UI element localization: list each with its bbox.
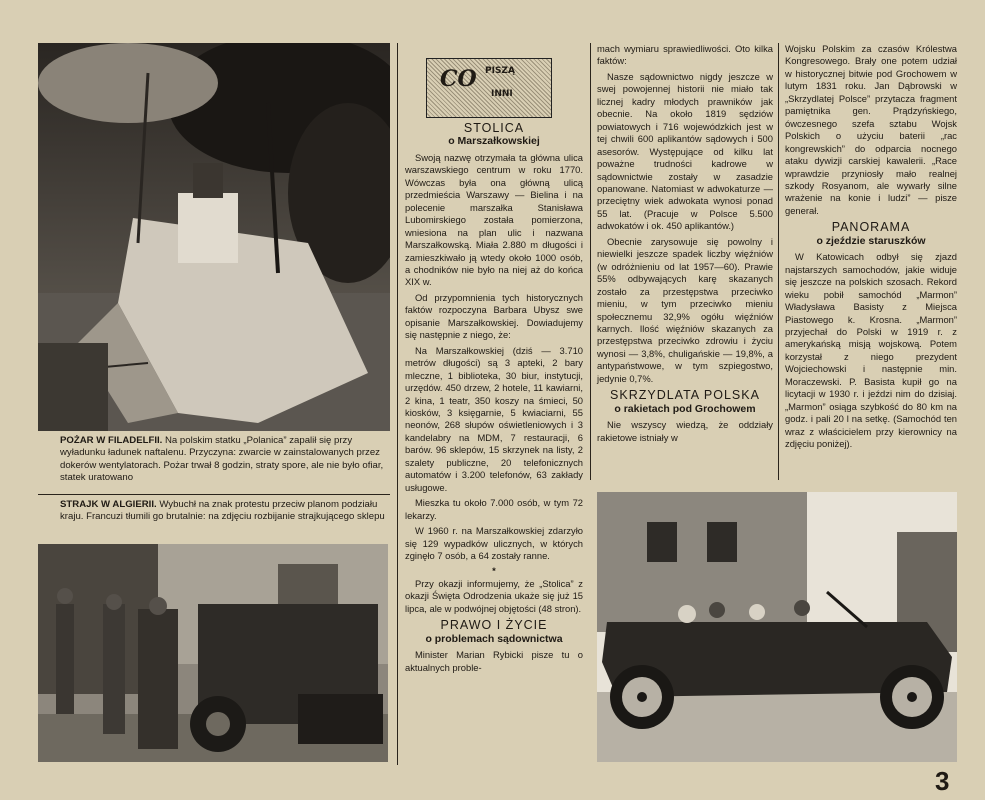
prawo-p4: Obecnie zarysowuje się powolny i niewielki jeszcze spadek liczby więźniów (w odróżnieniu od lat 1957—60). Prawie 55% odbywających karę skazanych zostało za przestępstwa przeciwko mieniu, w tym przeciwko mieniu społecznemu 32,9% ogółu więźniów karnych. Ilość więźniów skazanych za przestępstwa przeciwko zdrowiu i życiu wynosi — 3,8%, chuligańskie — 19,8%, a antypaństwowe, w tym szpiegostwo, jedynie 0,7%. — [597, 235, 773, 384]
column-rule — [590, 43, 591, 480]
prawo-p3: Nasze sądownictwo nigdy jeszcze w swej powojennej historii nie miało tak licznej kadry młodych prawników jak obecnie. Na około 1819 sędziów powiatowych i 716 wojewódzkich jest w tej chwili 600 aplikantów sądowych i 500 asesorów. Występujące od kilku lat poważne trudności kadrowe w sądownictwie zostały w zasadzie opanowane. Natomiast w adwokaturze — przeciętny wiek adwokata wynosi ponad 55 lat. (Pracuje w Polsce 5.500 adwokatów i ok. 450 aplikantów.) — [597, 70, 773, 232]
stolica-p6: Przy okazji informujemy, że „Stolica” z okazji Święta Odrodzenia ukaże się już 15 lipca, ale w podwójnej objętości (48 stron). — [405, 577, 583, 614]
page-number: 3 — [935, 766, 950, 796]
article-prawo-continued — [597, 43, 773, 447]
stolica-p5: W 1960 r. na Marszałkowskiej zdarzyło się 129 wypadków ulicznych, w których zginęło 7 osób, a 64 zostały ranne. — [405, 525, 583, 561]
prawo-subtitle: o problemach sądownictwa — [425, 632, 563, 645]
caption-fire — [60, 435, 390, 485]
prawo-title: PRAWO I ŻYCIE — [440, 618, 548, 633]
stolica-p2: Od przypomnienia tych historycznych faktów rozpoczyna Barbara Ubysz swe opisanie Marszałkowskiej. Dowiadujemy się następnie z niego, że: — [405, 291, 583, 341]
article-skrzydlata-continued — [785, 43, 957, 454]
stolica-p4: Mieszka tu około 7.000 osób, w tym 72 lekarzy. — [405, 497, 583, 521]
panorama-subtitle: o zjeździe staruszków — [816, 234, 926, 247]
prawo-p2: mach wymiaru sprawiedliwości. Oto kilka faktów: — [597, 43, 773, 67]
divider — [38, 494, 390, 495]
panorama-title: PANORAMA — [831, 220, 911, 235]
stolica-p3: Na Marszałkowskiej (dziś — 3.710 metrów długości) są 3 apteki, 2 bary mleczne, 1 biblioteka, 30 biur, instytucji, urzędów. 450 drzew, 2 hotele, 11 kawiarni, 2 kina, 1 teatr, 350 koszy na śmieci, 50 kiosków, 3 księgarnie, 5 kwiaciarni, 55 neonów, 268 słupów oświetleniowych i 3 kandelabry na MDM, 7 restauracji, 6 barów. 96 sklepów, 15 skrzynek na listy, 2 szalety publiczne, 20 telefonicznych automatów i 3.200 telefonów, 63 zakłady usługowe. — [405, 344, 583, 493]
photo-strike — [38, 544, 388, 762]
stolica-p1: Swoją nazwę otrzymała ta główna ulica warszawskiego centrum w roku 1770. Wówczas była ona główną ulicą przedmieścia Warszawy — Bielina i na polecenie marszałka Stanisława Lubomirskiego została pomierzona, wniesiona na plan ulic i nazwana Marszałkowską. Miała 2.880 m długości i zamieszkiwało ją wtedy około 1000 osób, a chodników nie było na niej aż do końca XIX w. — [405, 151, 583, 288]
caption-strike — [60, 499, 390, 524]
skrzydlata-p1: Nie wszyscy wiedzą, że oddziały rakietowe istniały w — [597, 419, 773, 443]
skrzydlata-p2: Wojsku Polskim za czasów Królestwa Kongresowego. Brały one potem udział w historycznej bitwie pod Grochowem w lutym 1831 roku. Jan Dąbrowski w „Skrzydlatej Polsce” przytacza fragment pamiętnika gen. Prądzyńskiego, ówczesnego szefa sztabu Wojsk Polskich o użyciu baterii „rac kongrewskich” do odparcia nocnego ataku dywizji carskiej kawalerii. „Race wprawdzie przyniosły mało realnej szkody Rosyanom, ale wywarły silne wrażenie na konie i ludzi” — pisze generał. — [785, 43, 957, 216]
logo-pisza: PISZĄ — [485, 66, 515, 76]
co-pisza-inni-logo — [426, 58, 552, 118]
prawo-p1: Minister Marian Rybicki pisze tu o aktualnych proble- — [405, 649, 583, 673]
caption-fire-title: POŻAR W FILADELFII. — [60, 435, 163, 446]
stolica-title: STOLICA — [463, 121, 525, 135]
logo-co: CO — [440, 66, 477, 92]
logo-inni: INNI — [491, 89, 513, 99]
caption-strike-title: STRAJK W ALGIERII. — [60, 499, 157, 510]
photo-vintage-car — [597, 492, 957, 762]
column-rule — [397, 43, 398, 765]
caption-strike-text: Wybuchł na znak protestu przeciw planom podziału kraju. Francuzi tłumili go brutalnie: na zdjęciu rozbijanie strajkującego sklepu — [60, 499, 385, 523]
photo-ship-fire — [38, 43, 390, 431]
article-stolica — [405, 120, 583, 677]
separator-star: * — [492, 565, 496, 577]
skrzydlata-subtitle: o rakietach pod Grochowem — [614, 402, 756, 415]
stolica-subtitle: o Marszałkowskiej — [448, 135, 540, 148]
column-rule — [778, 43, 779, 480]
panorama-p1: W Katowicach odbył się zjazd najstarszych samochodów, jakie widuje się jeszcze na polskich szosach. Rekord wieku pobił samochód „Marmon” Władysława Basisty z Miejsca Piastowego k. Krosna. „Marmon” przyjechał do Polski w 1919 r. z amerykańską misją wojskową. Potem korzystał z niego prezydent Wojciechowski i następnie min. Moraczewski. P. Basista kupił go na licytacji w 1930 r. i jeździ nim do dzisiaj. „Marmon” osiąga szybkość do 80 km na godz. i pali 20 l na setkę. (Samochód ten wraz z właścicielem przy kierownicy na zdjęciu poniżej). — [785, 251, 957, 450]
skrzydlata-title: SKRZYDLATA POLSKA — [610, 388, 760, 403]
caption-fire-text: Na polskim statku „Polanica” zapalił się przy wyładunku ładunek naftalenu. Przyczyna: zwarcie w zainstalowanych przez dokerów wentylatorach. Pożar trwał 8 godzin, straty spore, ale nie było ofiar, statek uratowano — [60, 435, 384, 484]
